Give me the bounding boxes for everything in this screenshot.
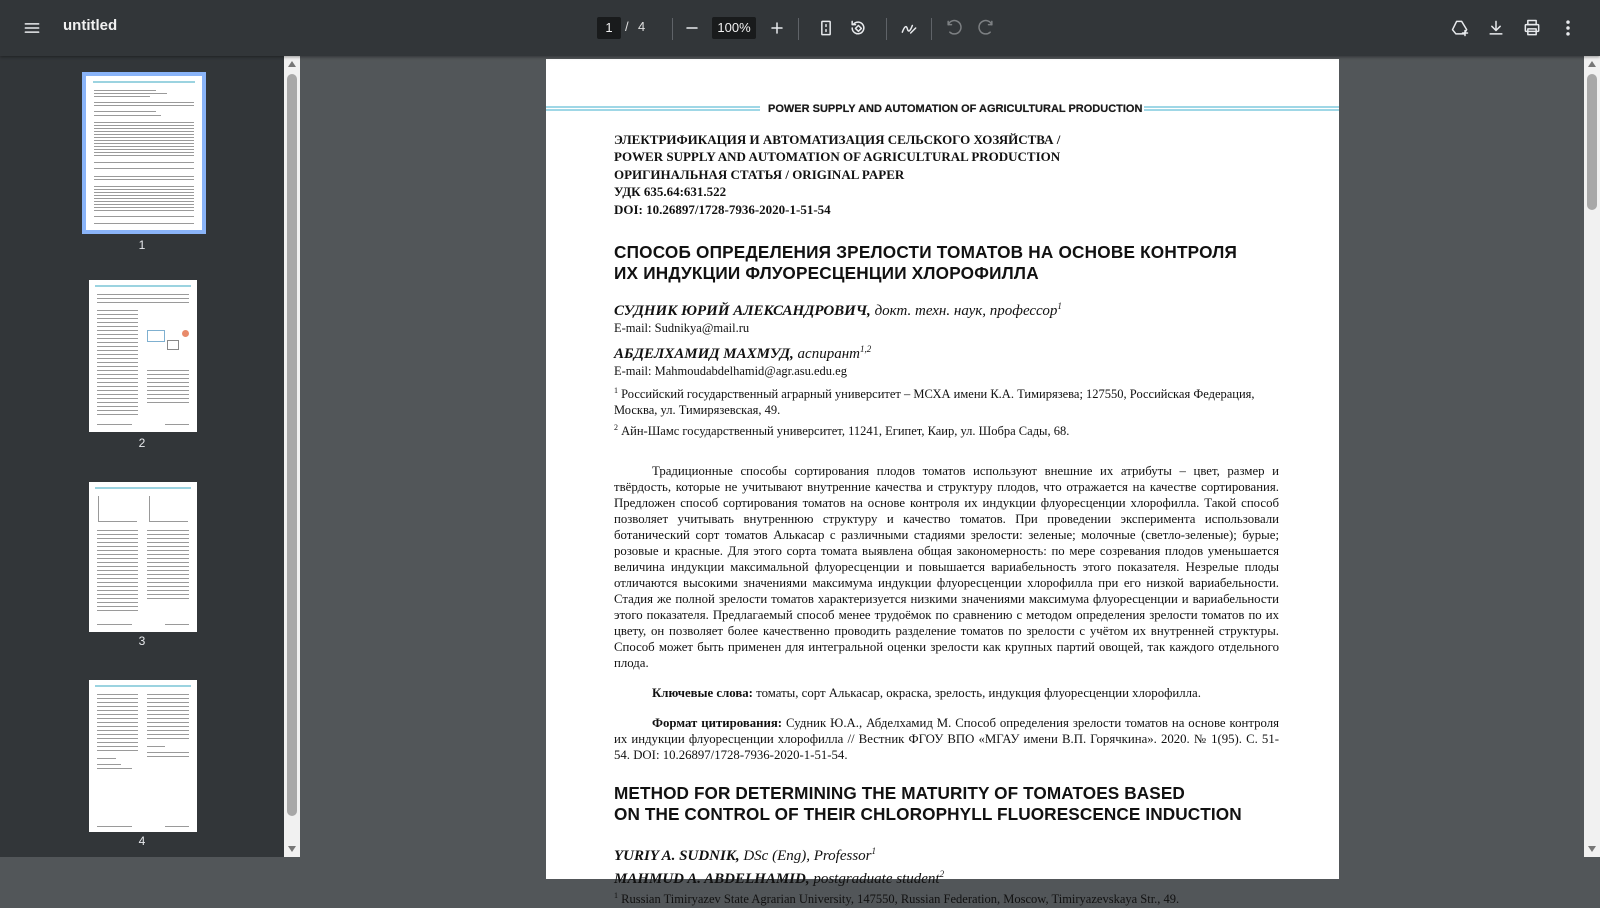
annotate-button[interactable] <box>893 12 925 44</box>
meta-paper-type: ОРИГИНАЛЬНАЯ СТАТЬЯ / ORIGINAL PAPER <box>614 166 905 182</box>
page-thumbnail-4[interactable] <box>89 680 197 832</box>
citation-format: Формат цитирования: Судник Ю.А., Абделхамид М. Способ определения зрелости томатов на основе контроля их индукции флуоресценции хлорофилла // Вестник ФГОУ ВПО «МГАУ имени В.П. Горячкина». 2020. № 1(95). С. 51-54. DOI: 10.26897/1728-7936-2020-1-51-54. <box>614 716 1279 763</box>
rotate-button[interactable] <box>842 12 874 44</box>
page-thumbnail-1[interactable] <box>86 76 202 230</box>
add-to-drive-icon <box>1450 18 1470 38</box>
en-author-1: YURIY A. SUDNIK, DSc (Eng), Professor$^1$ <box>614 846 877 865</box>
meta-journal-ru: ЭЛЕКТРИФИКАЦИЯ И АВТОМАТИЗАЦИЯ СЕЛЬСКОГО ХОЗЯЙСТВА / <box>614 132 1061 147</box>
toolbar-divider <box>931 18 932 40</box>
redo-button[interactable] <box>970 12 1002 44</box>
plus-icon <box>767 18 787 38</box>
thumbnail-label-3: 3 <box>138 634 146 648</box>
affiliation-2: $^2$ Айн-Шамс государственный университет, 11241, Египет, Каир, ул. Шобра Сады, 68. <box>614 423 1070 439</box>
en-affiliation-1: $^1$ Russian Timiryazev State Agrarian University, 147550, Russian Federation, Moscow, Timiryazevskaya Str., 49. <box>614 891 1180 907</box>
zoom-in-button[interactable] <box>761 12 793 44</box>
author-1: СУДНИК ЮРИЙ АЛЕКСАНДРОВИЧ, докт. техн. наук, профессор$^1$ <box>614 301 1062 320</box>
page-thumbnail-3[interactable] <box>89 482 197 632</box>
download-button[interactable] <box>1480 12 1512 44</box>
pdf-page <box>546 59 1339 907</box>
meta-doi: DOI: 10.26897/1728-7936-2020-1-51-54 <box>614 201 831 217</box>
running-header <box>546 103 1339 117</box>
thumbnail-sidebar <box>0 56 284 857</box>
thumbnail-header-rule <box>95 685 190 687</box>
fit-page-icon <box>816 18 836 38</box>
title-ru: СПОСОБ ОПРЕДЕЛЕНИЯ ЗРЕЛОСТИ ТОМАТОВ НА ОСНОВЕ КОНТРОЛЯ ИХ ИНДУКЦИИ ФЛУОРЕСЦЕНЦИИ ХЛОРОФИЛЛА <box>614 242 1238 283</box>
toolbar-divider <box>886 18 887 40</box>
title-en: METHOD FOR DETERMINING THE MATURITY OF TOMATOES BASED ON THE CONTROL OF THEIR CHLOROPHYLL FLUORESCENCE INDUCTION <box>614 783 1242 824</box>
toolbar-divider <box>798 18 799 40</box>
scroll-down-arrow-icon[interactable] <box>1588 846 1596 852</box>
thumbnail-header-rule <box>93 81 195 83</box>
print-button[interactable] <box>1516 12 1548 44</box>
sidebar-scrollbar[interactable] <box>284 56 300 857</box>
author-2: АБДЕЛХАМИД МАХМУД, аспирант$^{1,2}$ <box>614 344 872 363</box>
scroll-up-arrow-icon[interactable] <box>288 61 296 67</box>
document-title: untitled <box>63 17 118 34</box>
thumbnail-header-rule <box>95 487 190 489</box>
header-rule-left <box>546 106 760 111</box>
more-options-button[interactable] <box>1552 12 1584 44</box>
document-scrollbar[interactable] <box>1584 56 1600 857</box>
thumbnail-label-4: 4 <box>138 834 146 848</box>
thumbnail-label-1: 1 <box>138 238 146 252</box>
minus-icon <box>682 18 702 38</box>
pen-icon <box>899 18 919 38</box>
abstract-ru: Традиционные способы сортирования плодов томатов используют внешние их атрибуты – цвет, размер и твёрдость, которые не учитывают внутренние качества и структуру плодов, что отражается на качестве сортирования. Предложен способ сортирования томатов на основе контроля их индукции флуоресценции хлорофилла. Такой способ позволяет учитывать внутреннюю структуру и качество томатов. При проведении эксперимента использовали ботанический сорт томатов Алькасар с различными стадиями зрелости: зеленые; молочные (светло-зеленые); бурые; розовые и красные. Для этого сорта томата выявлена общая закономерность: по мере созревания плодов уменьшается величина индукции максимальной флуоресценции и повышается вариабельность этого показателя. Незрелые плоды отличаются высокими значениями максимума индукции флуоресценции хлорофилла при его низкой вариабельности. Стадия же полной зрелости томатов характеризуется низкими значениями максимума флуоресценции и вариабельности этого показателя. Предлагаемый способ менее трудоёмок по сравнению с методом определения зрелости томатов по их цвету, он позволяет более качественно проводить разделение томатов по зрелости с учётом их внутренней структуры. Способ может быть применен для интегральной оценки зрелости как крупных партий овощей, так каждого отдельного плода. <box>614 464 1279 671</box>
fit-page-button[interactable] <box>810 12 842 44</box>
article-meta <box>614 131 1279 218</box>
sidebar-scrollbar-thumb[interactable] <box>287 74 297 816</box>
current-page-input[interactable]: 1 <box>597 17 621 39</box>
document-scrollbar-thumb[interactable] <box>1587 74 1597 210</box>
page-content <box>614 131 1279 908</box>
meta-journal-en: POWER SUPPLY AND AUTOMATION OF AGRICULTURAL PRODUCTION <box>614 149 1061 165</box>
author-1-email: E-mail: Sudnikya@mail.ru <box>614 321 750 336</box>
undo-icon <box>944 18 964 38</box>
print-icon <box>1522 18 1542 38</box>
affiliation-1: $^1$ Российский государственный аграрный университет – МСХА имени К.А. Тимирязева; 127550, Российская Федерация, Москва, ул. Тимирязевская, 49. <box>614 386 1255 418</box>
keywords-ru: Ключевые слова: томаты, сорт Алькасар, окраска, зрелость, индукция флуоресценции хлорофилла. <box>652 686 1201 701</box>
zoom-input[interactable]: 100% <box>712 17 756 39</box>
meta-udc: УДК 635.64:631.522 <box>614 184 727 200</box>
download-icon <box>1486 18 1506 38</box>
total-pages: 4 <box>638 19 646 34</box>
add-to-drive-button[interactable] <box>1444 12 1476 44</box>
scroll-down-arrow-icon[interactable] <box>288 846 296 852</box>
thumbnail-label-2: 2 <box>138 436 146 450</box>
en-author-2: MAHMUD A. ABDELHAMID, postgraduate student$^2$ <box>614 869 945 888</box>
toolbar-divider <box>672 18 673 40</box>
undo-button[interactable] <box>938 12 970 44</box>
pdf-toolbar <box>0 0 1600 56</box>
more-vert-icon <box>1558 18 1578 38</box>
rotate-icon <box>848 18 868 38</box>
running-header-text: POWER SUPPLY AND AUTOMATION OF AGRICULTURAL PRODUCTION <box>768 103 1143 115</box>
page-thumbnail-2[interactable] <box>89 280 197 432</box>
thumbnail-header-rule <box>95 285 190 287</box>
zoom-out-button[interactable] <box>676 12 708 44</box>
menu-icon[interactable] <box>16 12 48 44</box>
author-2-email: E-mail: Mahmoudabdelhamid@agr.asu.edu.eg <box>614 364 847 379</box>
header-rule-right <box>1144 106 1339 111</box>
page-separator: / <box>625 19 629 34</box>
redo-icon <box>976 18 996 38</box>
scroll-up-arrow-icon[interactable] <box>1588 61 1596 67</box>
